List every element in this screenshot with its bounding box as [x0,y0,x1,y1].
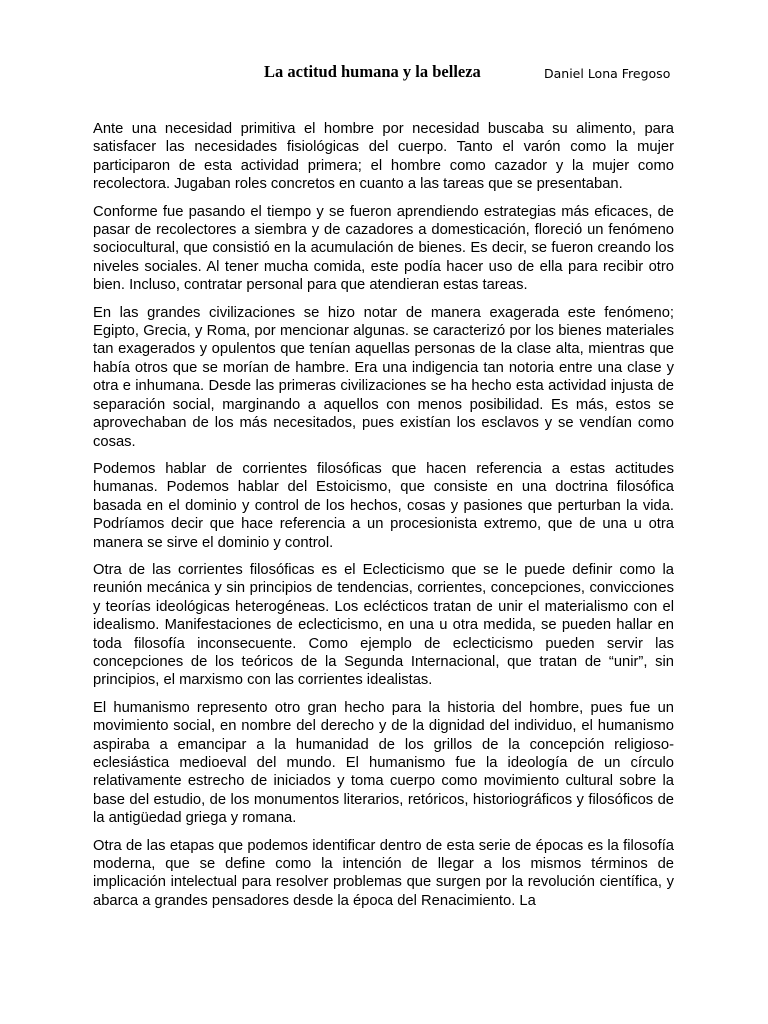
paragraph: El humanismo represento otro gran hecho para la historia del hombre, pues fue un movimiento social, en nombre del derecho y de la dignidad del individuo, el humanismo aspiraba a emancipar a la humanidad de los grillos de la concepción religioso-eclesiástica medioeval del mundo. El humanismo fue la ideología de un círculo relativamente estrecho de iniciados y toma cuerpo como movimiento cultural sobre la base del estudio, de los monumentos literarios, retóricos, historiográficos y filosóficos de la antigüedad griega y romana. [93,699,674,827]
paragraph: Ante una necesidad primitiva el hombre por necesidad buscaba su alimento, para satisfacer las necesidades fisiológicas del cuerpo. Tanto el varón como la mujer participaron de esta actividad primera; el hombre como cazador y la mujer como recolectora. Jugaban roles concretos en cuanto a las tareas que se presentaban. [93,121,674,193]
paragraph: Conforme fue pasando el tiempo y se fueron aprendiendo estrategias más eficaces, de pasar de recolectores a siembra y de cazadores a domesticación, floreció un fenómeno sociocultural, que consistió en la acumulación de bienes. Es decir, se fueron creando los niveles sociales. Al tener mucha comida, este podía hacer uso de ella para recibir otro bien. Incluso, contratar personal para que atendieran estas tareas. [93,203,674,294]
document-author: Daniel Lona Fregoso [544,66,671,81]
paragraph: Podemos hablar de corrientes filosóficas que hacen referencia a estas actitudes humanas. Podemos hablar del Estoicismo, que consiste en una doctrina filosófica basada en el dominio y control de los hechos, cosas y pasiones que perturban la vida. Podríamos decir que hace referencia a un procesionista extremo, que de una u otra manera se sirve el dominio y control. [93,460,674,551]
paragraph: Otra de las corrientes filosóficas es el Eclecticismo que se le puede definir como la reunión mecánica y sin principios de tendencias, corrientes, concepciones, convicciones y teorías ideológicas heterogéneas. Los eclécticos tratan de unir el materialismo con el idealismo. Manifestaciones de eclecticismo, en una u otra medida, se pueden hallar en toda filosofía inconsecuente. Como ejemplo de eclecticismo pueden servir las concepciones de los teóricos de la Segunda Internacional, que tratan de “unir”, sin principios, el marxismo con las corrientes idealistas. [93,561,674,689]
document-body [93,120,674,919]
paragraph: Otra de las etapas que podemos identificar dentro de esta serie de épocas es la filosofía moderna, que se define como la intención de llegar a los mismos términos de implicación intelectual para resolver problemas que surgen por la revolución científica, y abarca a grandes pensadores desde la época del Renacimiento. La [93,837,674,909]
document-title: La actitud humana y la belleza [264,62,481,81]
paragraph: En las grandes civilizaciones se hizo notar de manera exagerada este fenómeno; Egipto, Grecia, y Roma, por mencionar algunas. se caracterizó por los bienes materiales tan exagerados y opulentos que tenían aquellas personas de la clase alta, mientras que había otros que se morían de hambre. Era una indigencia tan notoria entre una clase y otra e inhumana. Desde las primeras civilizaciones se ha hecho esta actividad injusta de separación social, marginando a aquellos con menos posibilidad. Es más, estos se aprovechaban de los más necesitados, pues existían los esclavos y se vendían como cosas. [93,304,674,450]
